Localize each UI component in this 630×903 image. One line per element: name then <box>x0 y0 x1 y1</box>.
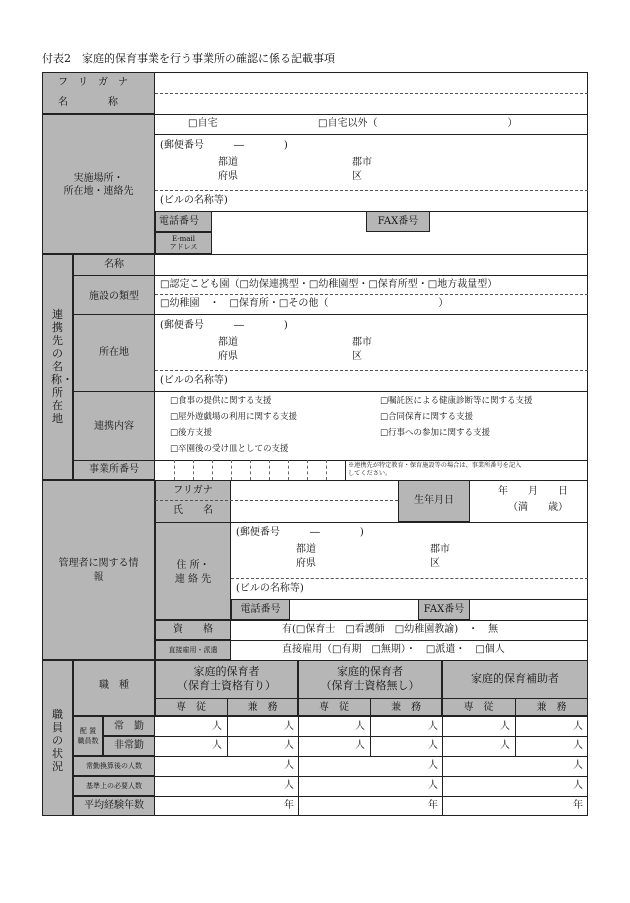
manager-sub-col <box>155 480 231 620</box>
coop-item-6[interactable]: □行事への参加に関する支援 <box>380 428 491 438</box>
unit-r1-c3: 人 <box>355 721 365 732</box>
office-digit-separator <box>193 460 194 480</box>
location-label-1: 実施場所・ <box>73 173 124 184</box>
col-2-line-1: 家庭的保育者 <box>337 665 403 678</box>
office-note-2: してください。 <box>348 470 392 477</box>
assigned-label-1: 配 置 <box>79 727 97 735</box>
unit-r1-c5: 人 <box>500 721 510 732</box>
sub-concurrent-2: 兼 務 <box>391 702 421 713</box>
col-line <box>515 698 516 738</box>
office-note-1: ※連携先が特定教育・保育施設等の場合は、事業所番号を記入 <box>348 462 522 469</box>
unit-r1-c6: 人 <box>573 721 583 732</box>
partner-address-label: 所在地 <box>99 347 129 358</box>
office-digit-separator <box>250 460 251 480</box>
unit-r1-c4: 人 <box>428 721 438 732</box>
tel-input[interactable] <box>213 212 365 231</box>
manager-address-label-2: 連 絡 先 <box>174 574 212 585</box>
sub-concurrent-3: 兼 務 <box>536 702 567 713</box>
ku-label: 区 <box>352 171 362 182</box>
birth-age: （満 歳） <box>508 502 568 513</box>
col-line <box>370 736 371 756</box>
office-number-boxes[interactable] <box>155 460 345 480</box>
office-digit-separator <box>269 460 270 480</box>
manager-ku: 区 <box>430 558 440 569</box>
unit-r2-c5: 人 <box>500 740 510 751</box>
form-caption: 付表2 家庭的保育事業を行う事業所の確認に係る記載事項 <box>42 52 335 65</box>
unit-r3-c1: 人 <box>284 760 294 771</box>
row-line <box>155 522 588 523</box>
type-divider <box>155 294 588 295</box>
tel-label: 電話番号 <box>159 216 199 227</box>
unit-r2-c6: 人 <box>573 740 583 751</box>
birth-label: 生年月日 <box>414 495 454 506</box>
manager-label-2: 報 <box>93 572 104 583</box>
row-line <box>155 134 588 135</box>
email-input[interactable] <box>213 233 587 253</box>
birth-date[interactable]: 年 月 日 <box>498 486 568 497</box>
manager-todo: 都道 <box>296 544 316 555</box>
building-label: (ビルの名称等) <box>160 195 228 206</box>
row-line <box>73 314 588 315</box>
manager-postal: (郵便番号 ― ) <box>236 527 364 538</box>
manager-address-label-1: 住 所・ <box>176 560 210 571</box>
sub-fulltime-2: 専 従 <box>319 702 349 713</box>
unit-r2-c1: 人 <box>212 740 222 751</box>
type-line-2[interactable]: □幼稚園 ・ □保育所・□その他（ ） <box>160 298 449 309</box>
office-number-label: 事業所番号 <box>89 464 139 475</box>
col-line <box>370 698 371 738</box>
manager-label-cell <box>42 480 155 660</box>
email-label-1: E-mail <box>172 235 195 243</box>
employment-value[interactable]: 直接雇用（□有期 □無期）・ □派遣・ □個人 <box>282 644 505 655</box>
qualification-value[interactable]: 有(□保育士 □看護師 □幼稚園教諭) ・ 無 <box>282 624 499 635</box>
sub-fulltime-3: 専 従 <box>463 702 494 713</box>
unit-r4-c3: 人 <box>573 780 583 791</box>
col-2-line-2: （保育士資格無し） <box>320 679 420 692</box>
staff-side-label: 職員の状況 <box>52 708 63 773</box>
building-divider <box>155 190 588 191</box>
partner-name-label: 名称 <box>104 259 124 270</box>
office-digit-separator <box>326 460 327 480</box>
unit-r3-c3: 人 <box>573 760 583 771</box>
col-line <box>515 736 516 756</box>
manager-fuken: 府県 <box>296 558 316 569</box>
coop-item-1[interactable]: □食事の提供に関する支援 <box>170 396 272 406</box>
coop-item-4[interactable]: □合同保育に関する支援 <box>380 412 474 422</box>
office-digit-separator <box>288 460 289 480</box>
partner-building-divider <box>155 370 588 371</box>
converted-label: 常勤換算後の人数 <box>86 762 142 770</box>
partner-postal: (郵便番号 ― ) <box>160 320 288 331</box>
job-type-label: 職 種 <box>99 680 129 691</box>
manager-tel-input[interactable] <box>291 600 417 619</box>
manager-building-divider <box>231 578 588 579</box>
sub-concurrent-1: 兼 務 <box>247 702 278 713</box>
unit-r3-c2: 人 <box>428 760 438 771</box>
col-line <box>442 660 443 816</box>
sub-fulltime-1: 専 従 <box>176 702 206 713</box>
col-line <box>227 698 228 738</box>
todo-label: 都道 <box>218 157 238 168</box>
name-input[interactable] <box>156 94 586 113</box>
partner-label-col <box>73 254 155 480</box>
row-line <box>73 391 588 392</box>
location-label-2: 所在地・連絡先 <box>63 186 134 197</box>
irregular-label: 非常勤 <box>114 740 144 751</box>
unit-r2-c2: 人 <box>284 740 294 751</box>
manager-tel-label: 電話番号 <box>240 604 281 615</box>
partner-todo: 都道 <box>218 337 238 348</box>
gunshi-label: 郡市 <box>352 157 372 168</box>
unit-r1-c1: 人 <box>212 721 222 732</box>
not-home-checkbox[interactable]: □自宅以外（ ） <box>318 118 518 129</box>
row-line <box>73 275 588 276</box>
manager-name-input[interactable] <box>232 501 397 521</box>
qualification-label: 資 格 <box>173 624 213 635</box>
coop-item-3[interactable]: □屋外遊戯場の利用に関する支援 <box>170 412 298 422</box>
manager-fax-input[interactable] <box>471 600 587 619</box>
manager-gunshi: 郡市 <box>430 544 450 555</box>
manager-fax-label: FAX番号 <box>423 604 465 615</box>
unit-r5-c3: 年 <box>573 800 583 811</box>
unit-r1-c2: 人 <box>284 721 294 732</box>
unit-r5-c1: 年 <box>284 800 294 811</box>
assigned-label-2: 職員数 <box>77 737 99 745</box>
type-line-1[interactable]: □認定こども園（□幼保連携型・□幼稚園型・□保育所型・□地方裁量型） <box>160 279 498 290</box>
coop-item-7[interactable]: □卒園後の受け皿としての支援 <box>170 444 289 454</box>
manager-name-label: 氏 名 <box>173 505 213 516</box>
regular-label: 常 勤 <box>114 721 144 732</box>
office-box-end <box>345 460 346 480</box>
experience-label: 平均経験年数 <box>84 800 144 811</box>
furigana-label: フ リ ガ ナ <box>58 77 128 88</box>
postal-code: (郵便番号 ― ) <box>160 140 288 151</box>
home-checkbox[interactable]: □自宅 <box>188 118 218 129</box>
subheader-line <box>155 698 588 699</box>
col-line <box>298 660 299 816</box>
unit-r4-c1: 人 <box>284 780 294 791</box>
partner-ku: 区 <box>352 351 362 362</box>
unit-r5-c2: 年 <box>428 800 438 811</box>
col-1-line-1: 家庭的保育者 <box>193 665 260 678</box>
assigned-cell <box>73 716 103 756</box>
office-digit-separator <box>174 460 175 480</box>
fuken-label: 府県 <box>218 171 238 182</box>
unit-r2-c4: 人 <box>428 740 438 751</box>
col-1-line-2: （保育士資格有り） <box>177 679 276 692</box>
fax-input[interactable] <box>431 212 587 231</box>
unit-r2-c3: 人 <box>355 740 365 751</box>
fax-label: FAX番号 <box>377 216 419 227</box>
partner-side-label: 連携先の名称・所在地 <box>51 308 73 425</box>
coop-item-2[interactable]: □嘱託医による健康診断等に関する支援 <box>380 396 533 406</box>
col-line <box>227 736 228 756</box>
manager-furigana-input[interactable] <box>232 481 397 499</box>
cooperation-label: 連携内容 <box>94 421 134 432</box>
partner-building: (ビルの名称等) <box>160 375 228 386</box>
partner-name-input[interactable] <box>156 255 586 274</box>
col-3-label: 家庭的保育補助者 <box>471 672 559 685</box>
facility-type-label: 施設の類型 <box>89 291 139 302</box>
office-digit-separator <box>231 460 232 480</box>
row-line <box>155 736 588 737</box>
manager-building: (ビルの名称等) <box>236 583 304 594</box>
email-label-2: アドレス <box>169 243 198 251</box>
coop-item-5[interactable]: □後方支援 <box>170 428 213 438</box>
manager-label-1: 管理者に関する情 <box>58 558 139 569</box>
manager-furigana-label: フリガナ <box>173 485 213 496</box>
name-label: 名 称 <box>58 97 118 108</box>
partner-gunshi: 郡市 <box>352 337 372 348</box>
employment-label: 直接雇用・派遣 <box>168 646 218 654</box>
office-digit-separator <box>307 460 308 480</box>
partner-fuken: 府県 <box>218 351 238 362</box>
required-label: 基準上の必要人数 <box>86 782 142 790</box>
unit-r4-c2: 人 <box>428 780 438 791</box>
office-digit-separator <box>212 460 213 480</box>
